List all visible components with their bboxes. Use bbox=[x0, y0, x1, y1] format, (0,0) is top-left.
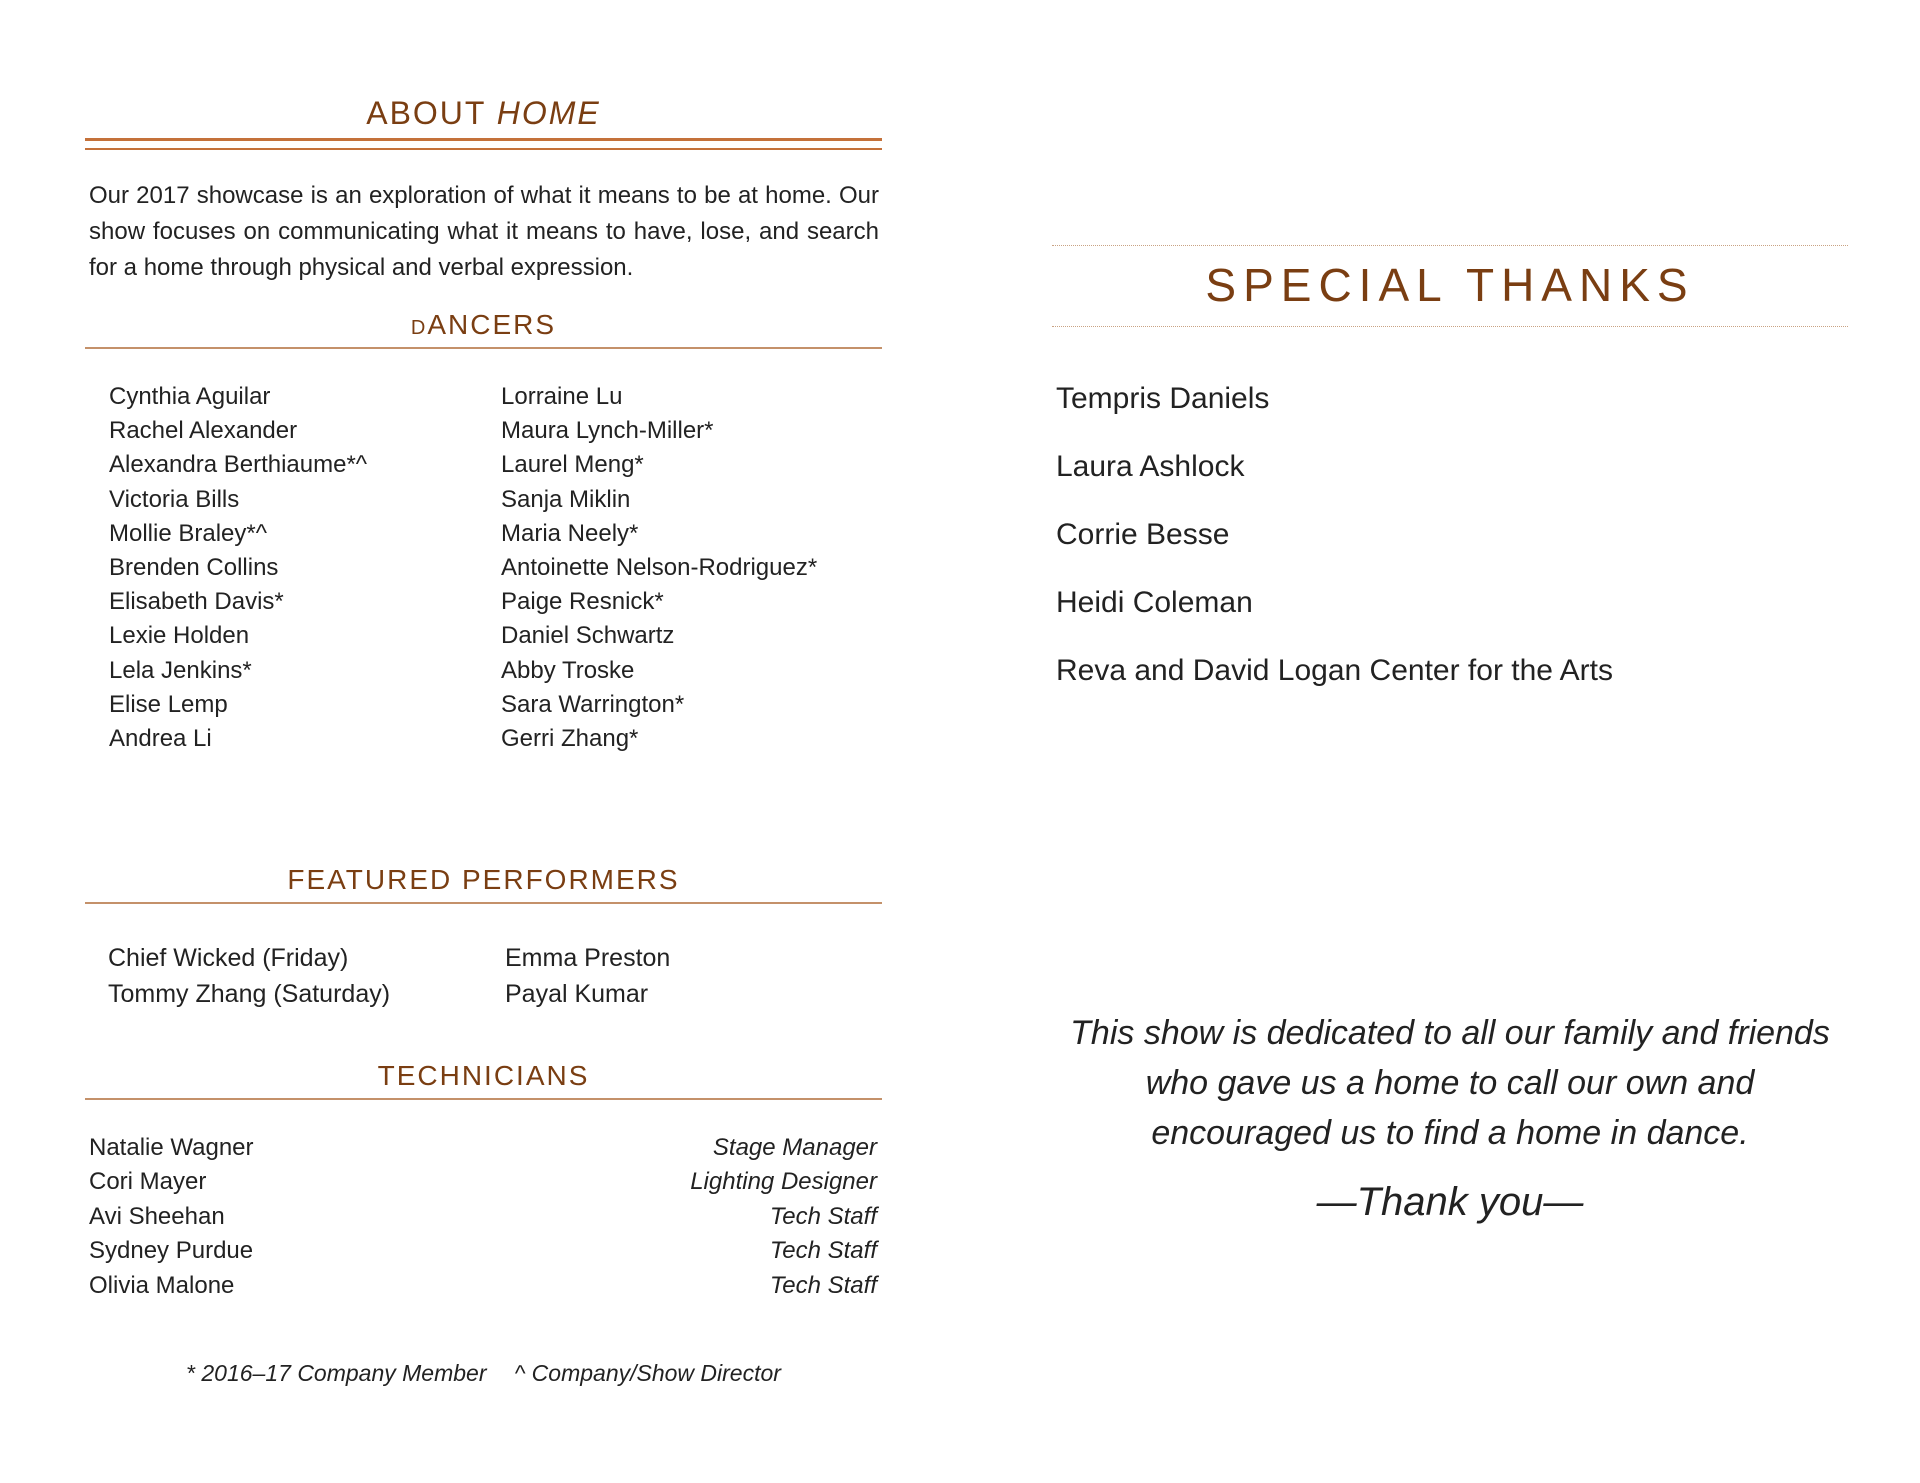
about-divider bbox=[85, 138, 882, 150]
technician-name: Cori Mayer bbox=[89, 1168, 207, 1196]
list-item: Sanja Miklin bbox=[501, 485, 631, 513]
table-row bbox=[89, 1131, 877, 1165]
technician-name: Avi Sheehan bbox=[89, 1202, 225, 1230]
list-item: Brenden Collins bbox=[109, 554, 279, 582]
dancers-divider bbox=[85, 347, 882, 349]
table-row bbox=[89, 1269, 877, 1303]
table-row bbox=[89, 1165, 877, 1199]
list-item: Abby Troske bbox=[501, 656, 635, 684]
dedication-line: who gave us a home to call our own and bbox=[1145, 1064, 1755, 1102]
footnote-company-member: * 2016–17 Company Member bbox=[186, 1360, 487, 1386]
dancers-title-initial: D bbox=[410, 317, 428, 339]
list-item: Elisabeth Davis* bbox=[109, 588, 284, 616]
list-item: Antoinette Nelson-Rodriguez* bbox=[501, 554, 818, 582]
technicians-divider bbox=[85, 1098, 882, 1100]
technician-role: Stage Manager bbox=[712, 1134, 877, 1161]
dancers-section-heading bbox=[85, 309, 882, 349]
technician-role: Tech Staff bbox=[769, 1271, 877, 1299]
technicians-title: TECHNICIANS bbox=[377, 1060, 590, 1091]
list-item: Chief Wicked (Friday) bbox=[108, 944, 349, 972]
list-item: Reva and David Logan Center for the Arts bbox=[1056, 654, 1613, 687]
thanks-list bbox=[1056, 365, 1613, 705]
footnote-director: ^ Company/Show Director bbox=[514, 1360, 781, 1386]
list-item: Victoria Bills bbox=[109, 485, 240, 513]
featured-title: FEATURED PERFORMERS bbox=[287, 864, 680, 895]
table-row bbox=[89, 1200, 877, 1234]
list-item: Elise Lemp bbox=[109, 690, 228, 718]
list-item: Rachel Alexander bbox=[109, 417, 298, 445]
left-panel bbox=[85, 0, 882, 1483]
technician-name: Natalie Wagner bbox=[89, 1134, 254, 1161]
list-item: Daniel Schwartz bbox=[501, 622, 675, 650]
dedication-text bbox=[1052, 1008, 1848, 1158]
right-panel bbox=[1052, 0, 1848, 1483]
technician-role: Tech Staff bbox=[769, 1237, 877, 1265]
list-item: Lela Jenkins* bbox=[109, 656, 252, 684]
thanks-bottom-divider bbox=[1052, 326, 1848, 327]
list-item: Maura Lynch-Miller* bbox=[501, 417, 714, 445]
thanks-title: SPECIAL THANKS bbox=[1205, 259, 1695, 311]
dedication-line: encouraged us to find a home in dance. bbox=[1151, 1114, 1749, 1152]
featured-list-left bbox=[108, 940, 390, 1012]
about-section-heading bbox=[85, 95, 882, 150]
technicians-section-heading bbox=[85, 1060, 882, 1100]
list-item: Lorraine Lu bbox=[501, 383, 623, 410]
dancers-title-rest: ANCERS bbox=[427, 309, 557, 340]
list-item: Sara Warrington* bbox=[501, 690, 685, 718]
list-item: Payal Kumar bbox=[505, 980, 649, 1008]
thanks-section-heading bbox=[1052, 245, 1848, 327]
technician-name: Sydney Purdue bbox=[89, 1237, 254, 1265]
about-title-main: ABOUT bbox=[366, 95, 497, 131]
list-item: Tommy Zhang (Saturday) bbox=[108, 980, 391, 1008]
list-item: Andrea Li bbox=[109, 725, 212, 753]
list-item: Maria Neely* bbox=[501, 519, 639, 547]
table-row bbox=[89, 1234, 877, 1268]
dancers-title bbox=[85, 309, 882, 341]
about-title-italic: HOME bbox=[496, 95, 601, 131]
dancers-list-right bbox=[501, 380, 817, 756]
featured-list-right bbox=[505, 940, 670, 1012]
list-item: Paige Resnick* bbox=[501, 588, 664, 616]
list-item: Tempris Daniels bbox=[1056, 382, 1270, 415]
featured-divider bbox=[85, 902, 882, 904]
list-item: Emma Preston bbox=[505, 944, 671, 972]
legend-footnote bbox=[85, 1360, 882, 1387]
list-item: Laurel Meng* bbox=[501, 451, 644, 479]
technicians-list bbox=[89, 1131, 877, 1303]
list-item: Corrie Besse bbox=[1056, 518, 1230, 551]
list-item: Lexie Holden bbox=[109, 622, 250, 650]
technician-role: Tech Staff bbox=[769, 1202, 877, 1230]
list-item: Alexandra Berthiaume*^ bbox=[109, 451, 368, 479]
dedication-line: This show is dedicated to all our family and friends bbox=[1070, 1014, 1830, 1052]
list-item: Laura Ashlock bbox=[1056, 450, 1245, 483]
list-item: Mollie Braley*^ bbox=[109, 519, 267, 547]
dancers-list-left bbox=[109, 380, 367, 756]
featured-section-heading bbox=[85, 864, 882, 904]
thank-you-signoff: —Thank you— bbox=[1316, 1180, 1584, 1224]
list-item: Gerri Zhang* bbox=[501, 725, 639, 753]
technician-name: Olivia Malone bbox=[89, 1271, 235, 1299]
about-title bbox=[85, 95, 882, 132]
list-item: Heidi Coleman bbox=[1056, 586, 1253, 619]
about-description: Our 2017 showcase is an exploration of what it means to be at home. Our show focuses on communicating what it means to have, lose, and search for a home through physical and verbal expression. bbox=[89, 182, 879, 281]
list-item: Cynthia Aguilar bbox=[109, 383, 271, 410]
technician-role: Lighting Designer bbox=[690, 1168, 877, 1196]
